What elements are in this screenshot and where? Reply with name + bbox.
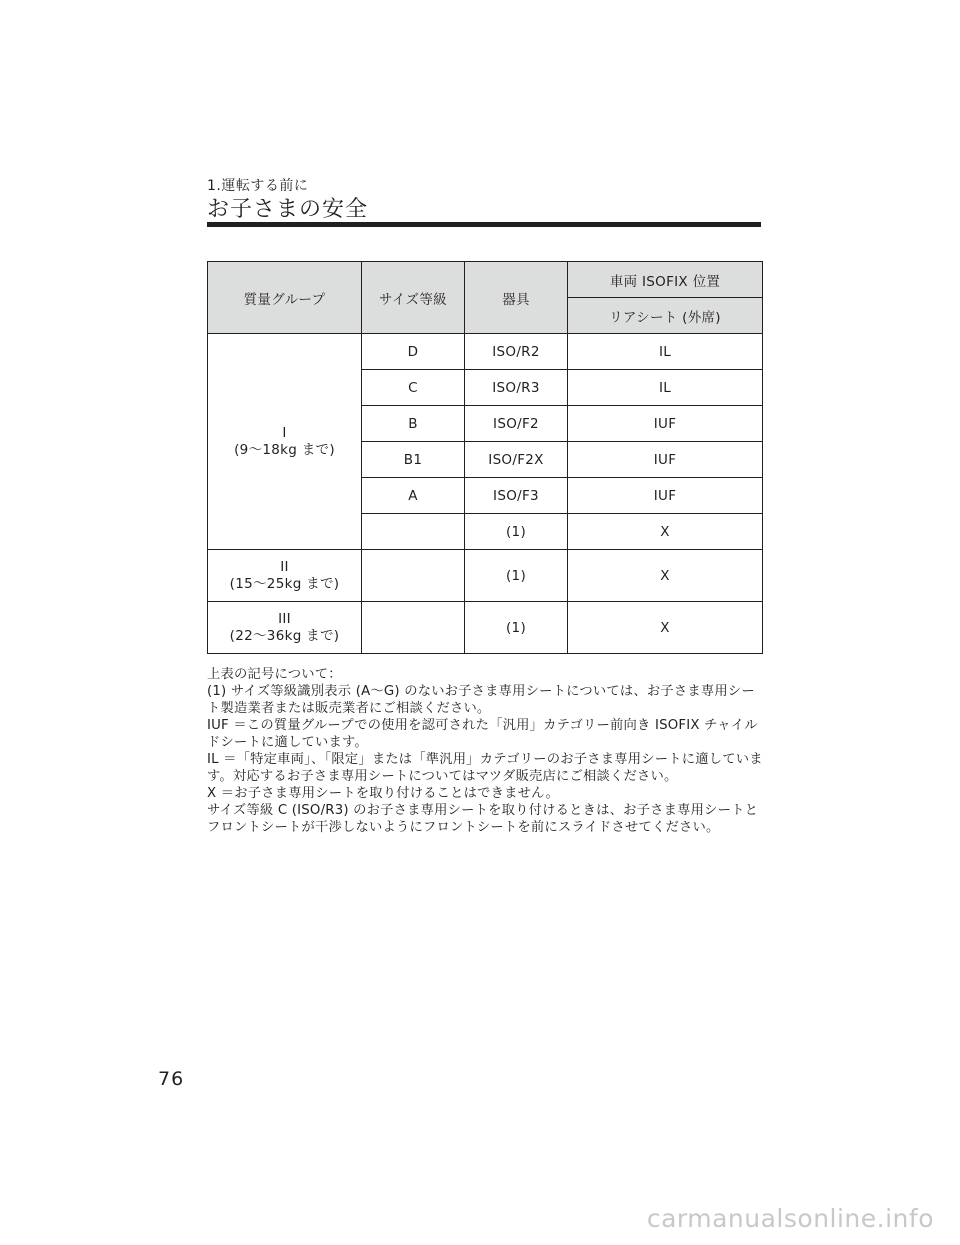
fixture-cell: ISO/F2 [465,406,568,442]
page-number: 76 [158,1068,185,1090]
mass-group-range: (9～18kg まで) [234,441,335,458]
fixture-cell: ISO/F3 [465,478,568,514]
header-fixture: 器具 [465,262,568,334]
note-item: IL ＝「特定車両」、「限定」または「準汎用」カテゴリーのお子さま専用シートに適しています。対応するお子さま専用シートについてはマツダ販売店にご相談ください。 [207,752,763,784]
header-vehicle-isofix: 車両 ISOFIX 位置 [568,262,763,298]
mass-group-label: III [278,610,291,627]
title-divider [207,222,761,227]
size-class-cell: C [362,370,465,406]
size-class-cell: D [362,334,465,370]
rear-seat-cell: IUF [568,406,763,442]
rear-seat-cell: IUF [568,478,763,514]
size-class-cell [362,514,465,550]
notes-heading: 上表の記号について： [207,667,342,682]
note-item: X ＝お子さま専用シートを取り付けることはできません。 [207,786,559,801]
note-item: (1) サイズ等級識別表示 (A～G) のないお子さま専用シートについては、お子さま専用シート製造業者または販売業者にご相談ください。 [207,684,755,716]
fixture-cell: (1) [465,514,568,550]
mass-group-label: I [282,424,287,441]
table-notes [207,666,767,836]
size-class-cell: B [362,406,465,442]
size-class-cell [362,602,465,654]
rear-seat-cell: X [568,550,763,602]
isofix-compatibility-table [207,261,763,654]
size-class-cell: B1 [362,442,465,478]
note-item: サイズ等級 C (ISO/R3) のお子さま専用シートを取り付けるときは、お子さま専用シートとフロントシートが干渉しないようにフロントシートを前にスライドさせてください。 [207,803,759,835]
fixture-cell: ISO/R2 [465,334,568,370]
rear-seat-cell: X [568,602,763,654]
rear-seat-cell: IL [568,334,763,370]
table-row [208,602,763,654]
header-size-class: サイズ等級 [362,262,465,334]
mass-group-range: (22～36kg まで) [229,627,340,644]
table-row [208,334,763,370]
fixture-cell: ISO/R3 [465,370,568,406]
mass-group-label: II [280,558,289,575]
table-header-row [208,262,763,298]
note-item: IUF ＝この質量グループでの使用を認可された「汎用」カテゴリー前向き ISOFIX チャイルドシートに適しています。 [207,718,758,750]
watermark: carmanualsonline.info [646,1204,934,1233]
size-class-cell: A [362,478,465,514]
mass-group-cell [208,602,362,654]
mass-group-range: (15～25kg まで) [229,575,340,592]
size-class-cell [362,550,465,602]
header-rear-seat: リアシート (外席) [568,298,763,334]
table-row [208,550,763,602]
rear-seat-cell: X [568,514,763,550]
header-mass-group: 質量グループ [208,262,362,334]
mass-group-cell [208,550,362,602]
fixture-cell: ISO/F2X [465,442,568,478]
fixture-cell: (1) [465,550,568,602]
mass-group-cell [208,334,362,550]
section-label: 1.運転する前に [207,178,309,194]
rear-seat-cell: IL [568,370,763,406]
page-title: お子さまの安全 [207,197,369,222]
rear-seat-cell: IUF [568,442,763,478]
fixture-cell: (1) [465,602,568,654]
